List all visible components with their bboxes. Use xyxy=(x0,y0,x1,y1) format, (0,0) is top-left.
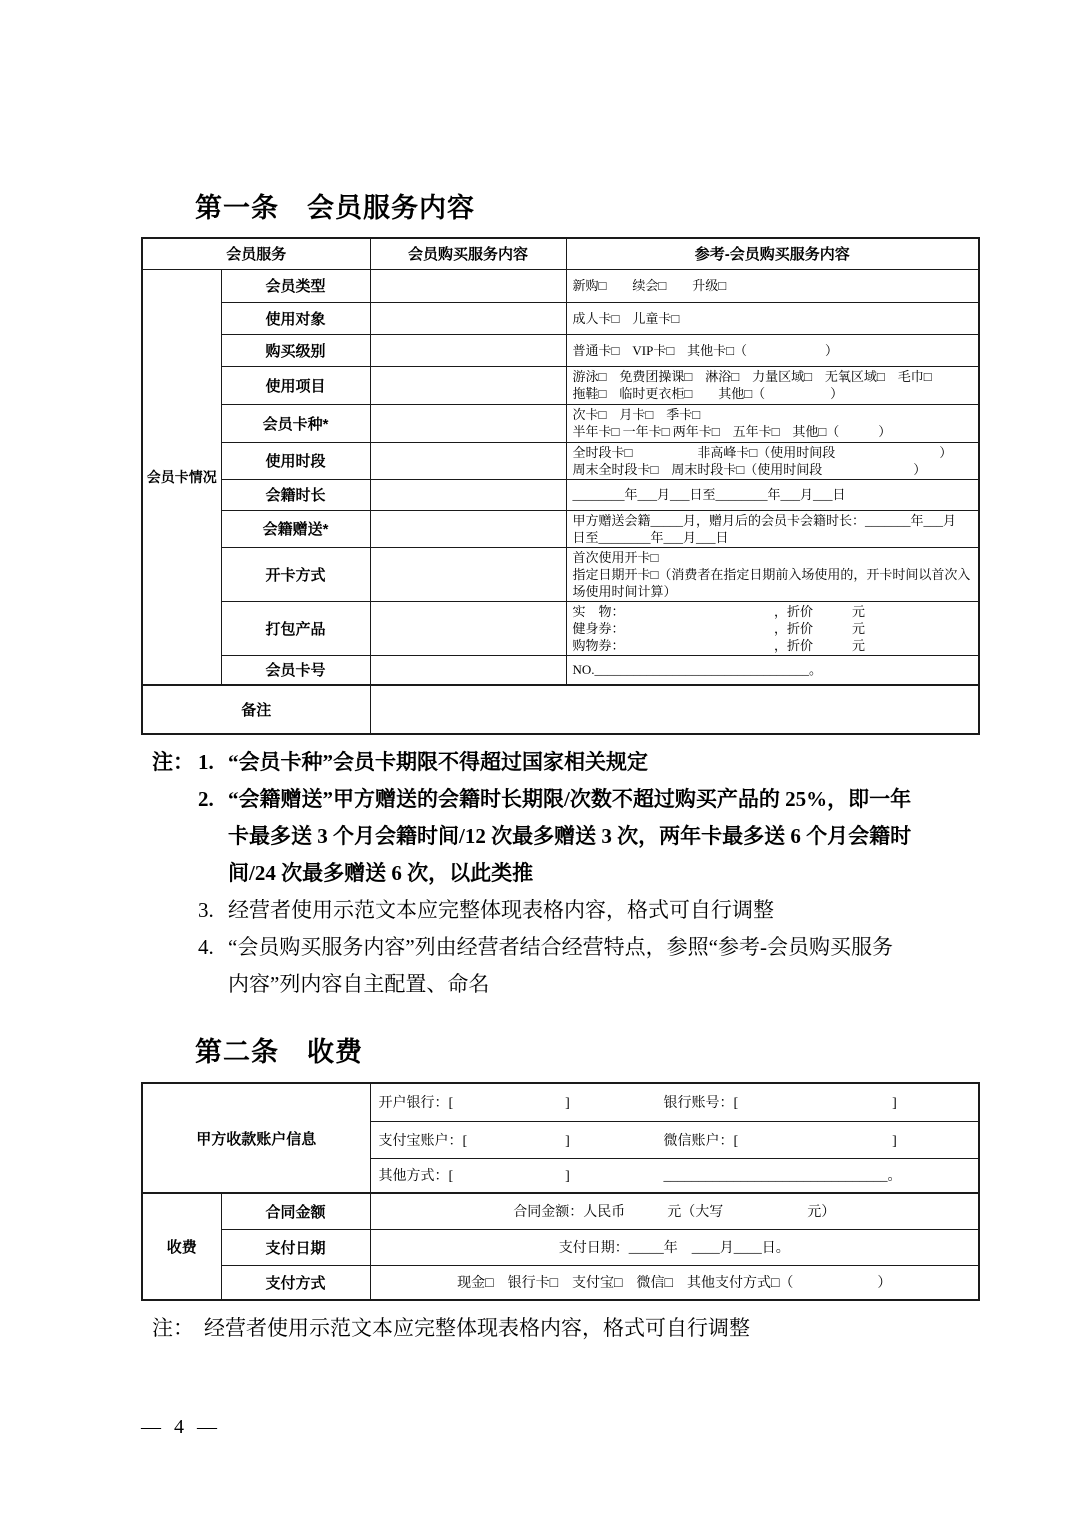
note-item-1: 注： 1. “会员卡种”会员卡期限不得超过国家相关规定 xyxy=(152,744,972,781)
fee-label-contract-amount: 合同金额 xyxy=(221,1193,370,1229)
table-row xyxy=(142,334,979,366)
purchased-cell xyxy=(370,510,566,547)
row-label-bundled-products: 打包产品 xyxy=(221,601,370,655)
account-row-other: 其他方式：[ ] ________________________________。 xyxy=(370,1158,979,1193)
note-item-2: 2. “会籍赠送”甲方赠送的会籍时长期限/次数不超过购买产品的 25%，即一年 卡最多送 3 个月会籍时间/12 次最多赠送 3 次，两年卡最多送 6 个月会籍时 间/24 次最多赠送 6 次，以此类推 xyxy=(198,787,912,885)
table-row xyxy=(142,302,979,334)
reference-cell: 游泳□ 免费团操课□ 淋浴□ 力量区域□ 无氧区域□ 毛巾□ 拖鞋□ 临时更衣柜□ 其他□（ ） xyxy=(566,366,979,404)
table-row xyxy=(142,442,979,479)
table-row xyxy=(142,479,979,510)
reference-cell: 甲方赠送会籍_____月，赠月后的会员卡会籍时长：_______年___月 日至________年___月___日 xyxy=(566,510,979,547)
row-label-card-type: 会员卡种* xyxy=(221,404,370,442)
purchased-cell xyxy=(370,601,566,655)
account-row-alipay-wechat: 支付宝账户：[ ] 微信账户：[ ] xyxy=(370,1121,979,1158)
reference-cell: 次卡□ 月卡□ 季卡□ 半年卡□ 一年卡□ 两年卡□ 五年卡□ 其他□（ ） xyxy=(566,404,979,442)
page-number: — 4 — xyxy=(141,1416,221,1438)
reference-cell: 成人卡□ 儿童卡□ xyxy=(566,302,979,334)
reference-cell: 普通卡□ VIP卡□ 其他卡□（ ） xyxy=(566,334,979,366)
section2-note: 注： 经营者使用示范文本应完整体现表格内容，格式可自行调整 xyxy=(152,1316,750,1340)
table-row xyxy=(142,547,979,601)
purchased-cell xyxy=(370,269,566,302)
table-row xyxy=(142,601,979,655)
reference-cell: 新购□ 续会□ 升级□ xyxy=(566,269,979,302)
purchased-cell xyxy=(370,366,566,404)
fee-group-label: 收费 xyxy=(142,1193,221,1300)
membership-service-table xyxy=(141,237,980,735)
purchased-cell xyxy=(370,442,566,479)
fee-content-payment-date: 支付日期：_____年 ____月____日。 xyxy=(370,1229,979,1265)
row-label-user-object: 使用对象 xyxy=(221,302,370,334)
reference-cell: ________年___月___日至________年___月___日 xyxy=(566,479,979,510)
remark-content-cell xyxy=(370,685,979,734)
table-row xyxy=(142,269,979,302)
reference-cell: 实 物： ，折价 元 健身券： ，折价 元 购物券： ，折价 元 xyxy=(566,601,979,655)
row-label-membership-duration: 会籍时长 xyxy=(221,479,370,510)
header-member-service: 会员服务 xyxy=(142,238,370,269)
header-reference-content: 参考-会员购买服务内容 xyxy=(566,238,979,269)
table-row xyxy=(142,510,979,547)
fee-table xyxy=(141,1082,980,1301)
table-row xyxy=(142,1229,979,1265)
reference-cell: 全时段卡□ 非高峰卡□（使用时间段 ） 周末全时段卡□ 周末时段卡□（使用时间段 ） xyxy=(566,442,979,479)
row-label-card-number: 会员卡号 xyxy=(221,655,370,685)
account-row-bank: 开户银行：[ ] 银行账号：[ ] xyxy=(370,1083,979,1121)
reference-cell: 首次使用开卡□ 指定日期开卡□（消费者在指定日期前入场使用的，开卡时间以首次入场使用时间计算） xyxy=(566,547,979,601)
row-label-usage-period: 使用时段 xyxy=(221,442,370,479)
remark-label: 备注 xyxy=(142,685,370,734)
purchased-cell xyxy=(370,479,566,510)
remark-row xyxy=(142,685,979,734)
table-row xyxy=(142,1193,979,1229)
table-row xyxy=(142,404,979,442)
section1-title: 第一条 会员服务内容 xyxy=(195,193,475,223)
notes-prefix: 注： xyxy=(152,750,194,774)
row-label-membership-gift: 会籍赠送* xyxy=(221,510,370,547)
purchased-cell xyxy=(370,547,566,601)
header-purchased-content: 会员购买服务内容 xyxy=(370,238,566,269)
note-item-3: 3. 经营者使用示范文本应完整体现表格内容，格式可自行调整 xyxy=(198,898,774,922)
section2-title: 第二条 收费 xyxy=(195,1037,363,1067)
purchased-cell xyxy=(370,655,566,685)
table-row xyxy=(142,1265,979,1300)
fee-label-payment-method: 支付方式 xyxy=(221,1265,370,1300)
fee-content-contract-amount: 合同金额：人民币 元（大写 元） xyxy=(370,1193,979,1229)
group-label-card-situation: 会员卡情况 xyxy=(142,269,221,685)
fee-label-payment-date: 支付日期 xyxy=(221,1229,370,1265)
purchased-cell xyxy=(370,404,566,442)
table-row xyxy=(142,1083,979,1121)
purchased-cell xyxy=(370,334,566,366)
row-label-usage-items: 使用项目 xyxy=(221,366,370,404)
table-header-row xyxy=(142,238,979,269)
fee-content-payment-method: 现金□ 银行卡□ 支付宝□ 微信□ 其他支付方式□（ ） xyxy=(370,1265,979,1300)
row-label-card-activation: 开卡方式 xyxy=(221,547,370,601)
table-row xyxy=(142,366,979,404)
table-row xyxy=(142,655,979,685)
section1-notes xyxy=(152,744,972,1003)
account-info-label: 甲方收款账户信息 xyxy=(142,1083,370,1193)
reference-cell: NO._________________________________。 xyxy=(566,655,979,685)
row-label-member-type: 会员类型 xyxy=(221,269,370,302)
row-label-purchase-level: 购买级别 xyxy=(221,334,370,366)
note-item-4: 4. “会员购买服务内容”列由经营者结合经营特点，参照“参考-会员购买服务 内容”列内容自主配置、命名 xyxy=(198,935,893,996)
purchased-cell xyxy=(370,302,566,334)
